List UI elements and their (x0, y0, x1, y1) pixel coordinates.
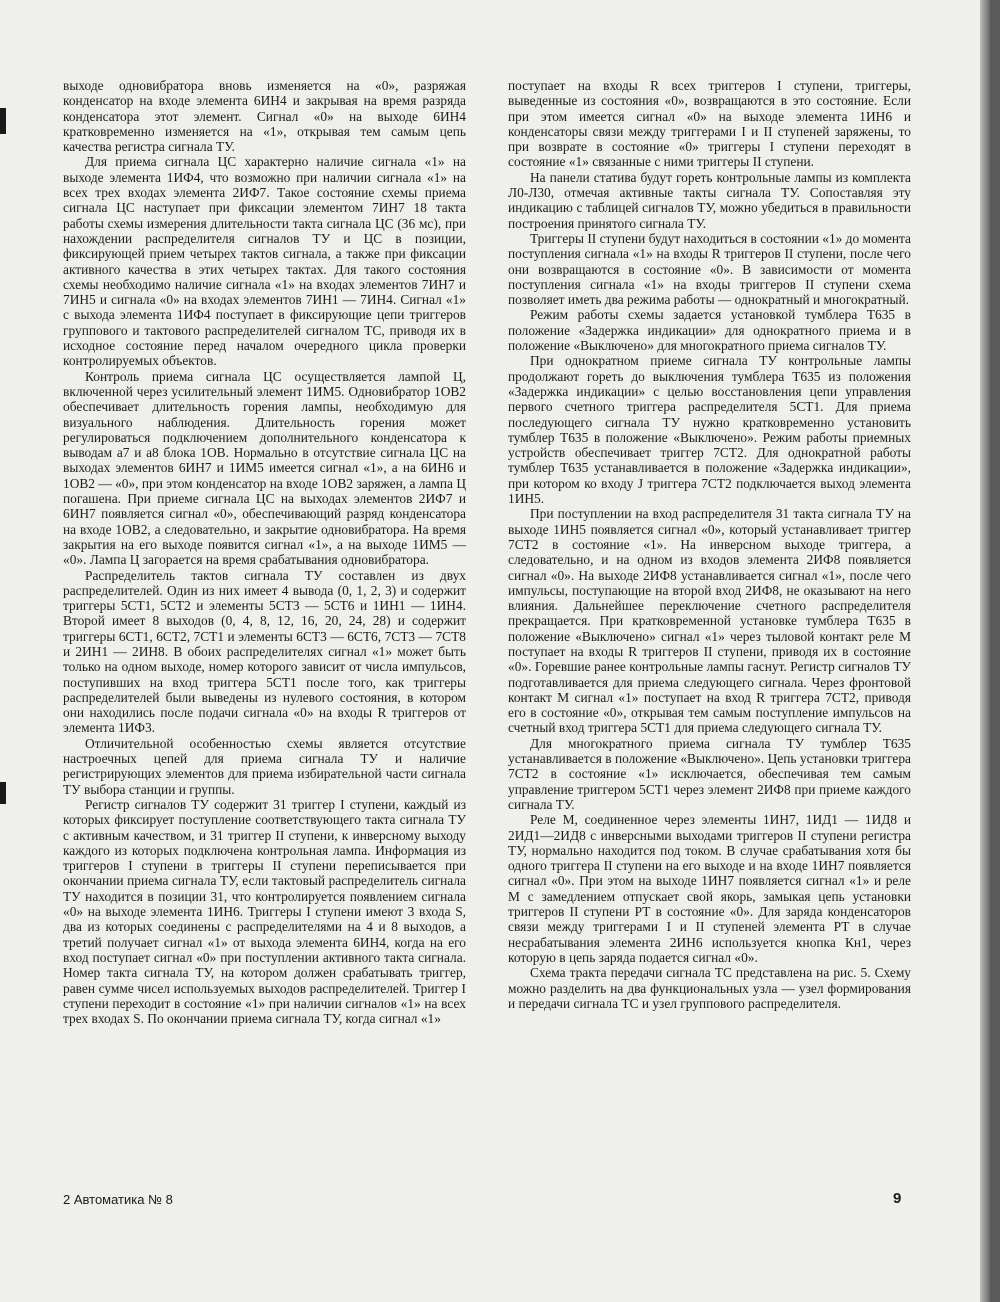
edge-mark-top (0, 108, 6, 134)
paragraph: Отличительной особенностью схемы является отсутствие настроечных цепей для приема сигнала ТУ и наличие регистрирующих элементов для приема избирательной части сигнала ТУ выбора станции и группы. (63, 735, 466, 797)
paragraph: Режим работы схемы задается установкой тумблера Т635 в положение «Задержка индикации» для однократного приема и в положение «Выключено» для многократного приема сигналов ТУ. (508, 307, 911, 354)
paragraph: поступает на входы R всех триггеров I ступени, триггеры, выведенные из состояния «0», возвращаются в это состояние. Если при этом имеется сигнал «0» на выходе элемента 1ИН6 и конденсаторы связи между триггерами I и II ступеней заряжены, то при возврате в состояние «0» триггеры I ступени переходят в состояние «1» связанные с ними триггеры II ступени. (508, 78, 911, 170)
paragraph: Для приема сигнала ЦС характерно наличие сигнала «1» на выходе элемента 1ИФ4, что возможно при наличии сигнала «1» на всех трех входах элемента 2ИФ7. Такое состояние схемы приема сигнала ЦС наступает при фиксации элементом 7ИН7 18 такта работы схемы измерения длительности такта сигнала ЦС (36 мс), при нахождении распределителя сигналов ТУ и ЦС в позиции, фиксирующей прием четырех тактов сигнала, а также при фиксации активного качества в этих четырех тактах. Для такого состояния схемы необходимо наличие сигнала «1» на входах элементов 7ИН7 и 7ИН5 и сигнала «0» на входах элементов 7ИН1 — 7ИН4. Сигнал «1» с выхода элемента 1ИФ4 поступает в фиксирующие цепи триггеров группового и тактового распределителей сигналом ТС, приводя их в исходное состояние перед началом очередного цикла проверки контролируемых объектов. (63, 154, 466, 369)
page-edge-shadow (980, 0, 990, 1302)
paragraph: Регистр сигналов ТУ содержит 31 триггер I ступени, каждый из которых фиксирует поступление соответствующего такта сигнала ТУ с активным качеством, и 31 триггер II ступени, к инверсному выходу каждого из которых подключена контрольная лампа. Информация из триггеров I ступени в триггеры II ступени переписывается при окончании приема сигнала ТУ, если тактовый распределитель сигнала ТУ находится в позиции 31, что контролируется появлением сигнала «0» на выходе элемента 1ИН6. Триггеры I ступени имеют 3 входа S, два из которых соединены с распределителями на 4 и 8 выходов, а третий получает сигнал «1» от выхода элемента 6ИН4, когда на его вход поступает сигнал «0» при поступлении активного такта сигнала. Номер такта сигнала ТУ, на котором должен срабатывать триггер, равен сумме чисел используемых выходов распределителей. Триггер I ступени переходит в состояние «1» при наличии сигналов «1» на всех трех входах S. По окончании приема сигнала ТУ, когда сигнал «1» (63, 796, 466, 1027)
paragraph: Для многократного приема сигнала ТУ тумблер Т635 устанавливается в положение «Выключено». Цепь установки триггера 7СТ2 в состояние «1» исключается, обеспечивая тем самым управление триггером 5СТ1 через элемент 2ИФ8 при приеме каждого сигнала ТУ. (508, 735, 911, 812)
paragraph: Распределитель тактов сигнала ТУ составлен из двух распределителей. Один из них имеет 4 вывода (0, 1, 2, 3) и содержит триггеры 5СТ1, 5СТ2 и элементы 5СТ3 — 5СТ6 и 1ИН1 — 1ИН4. Второй имеет 8 выходов (0, 4, 8, 12, 16, 20, 24, 28) и содержит триггеры 6СТ1, 6СТ2, 7СТ1 и элементы 6СТ3 — 6СТ6, 7СТ3 — 7СТ8 и 2ИН1 — 2ИН8. В обоих распределителях сигнал «1» может быть только на одном выходе, номер которого зависит от числа импульсов, поступивших на вход триггера 5СТ1 после того, как триггеры распределителей были выведены из нулевого состояния, в котором они находились после подачи сигнала «0» на входы R триггеров от элемента 1ИФ3. (63, 567, 466, 736)
text-column-left (63, 78, 466, 1026)
edge-mark-middle (0, 782, 6, 804)
paragraph: На панели статива будут гореть контрольные лампы из комплекта Л0-Л30, отмечая активные такты сигнала ТУ. Сопоставляя эту индикацию с таблицей сигналов ТУ, можно убедиться в правильности построения принятого сигнала ТУ. (508, 169, 911, 231)
text-column-right (508, 78, 911, 1011)
paragraph: При поступлении на вход распределителя 31 такта сигнала ТУ на выходе 1ИН5 появляется сигнал «0», который устанавливает триггер 7СТ2 в состояние «1». На инверсном выходе триггера, а следовательно, и на одном из входов элемента 2ИФ8 появляется сигнал «0». На выходе 2ИФ8 устанавливается сигнал «1», после чего импульсы, поступающие на второй вход 2ИФ8, не оказывают на него влияния. Дальнейшее переключение счетного распределителя прекращается. При кратковременной установке тумблера Т635 в положение «Выключено» сигнал «1» через тыловой контакт реле М поступает на входы R триггеров II ступени, приводя их в состояние «0». Горевшие ранее контрольные лампы гаснут. Регистр сигналов ТУ подготавливается для приема следующего сигнала. Через фронтовой контакт М сигнал «1» поступает на вход R триггера 7СТ2, приводя его в состояние «0», открывая тем самым поступление импульсов на счетный вход триггера 5СТ1 для приема следующего сигнала ТУ. (508, 506, 911, 736)
paragraph: Триггеры II ступени будут находиться в состоянии «1» до момента поступления сигнала «1» на входы R триггеров II ступени, после чего они возвращаются в состояние «0». В зависимости от момента поступления сигнала «1» на входы триггеров II ступени схема позволяет иметь два режима работы — однократный и многократный. (508, 230, 911, 308)
paragraph: Реле М, соединенное через элементы 1ИН7, 1ИД1 — 1ИД8 и 2ИД1—2ИД8 с инверсными выходами триггеров II ступени регистра ТУ, нормально находится под током. В случае срабатывания хотя бы одного триггера II ступени на его выходе и на входе 1ИН7 появляется сигнал «0». При этом на выходе 1ИН7 появляется сигнал «1» и реле М с замедлением отпускает свой якорь, замыкая цепь установки триггеров II ступени РТ в состояние «0». Для заряда конденсаторов связи между триггерами I и II ступеней элемента РТ в случае несрабатывания элемента 2ИН6 используется кнопка Кн1, через которую в цепь заряда подается сигнал «0». (508, 812, 911, 965)
page-number: 9 (893, 1190, 902, 1207)
paragraph: При однократном приеме сигнала ТУ контрольные лампы продолжают гореть до выключения тумблера Т635 из положения «Задержка индикации» с целью восстановления цепи управления первого счетного триггера распределителя 5СТ1. Для приема последующего сигнала ТУ нужно кратковременно установить тумблер Т635 в положение «Выключено». Режим работы приемных устройств обеспечивает триггер 7СТ2. Для однократной работы тумблер Т635 устанавливается в положение «Задержка индикации», при котором ко входу J триггера 7СТ2 подключается выход элемента 1ИН5. (508, 353, 911, 507)
paragraph: Контроль приема сигнала ЦС осуществляется лампой Ц, включенной через усилительный элемент 1ИМ5. Одновибратор 1ОВ2 обеспечивает длительность горения лампы, необходимую для визуального наблюдения. Длительность горения может регулироваться подключением дополнительного конденсатора к выводам а7 и а8 блока 1ОВ. Нормально в отсутствие сигнала ЦС на выходах элементов 6ИН7 и 1ИМ5 имеется сигнал «1», а на 6ИН6 и 1ОВ2 — «0», при этом конденсатор на входе 1ОВ2 заряжен, а лампа Ц погашена. При приеме сигнала ЦС на выходах элементов 2ИФ7 и 6ИН7 появляется сигнал «0», обеспечивающий разряд конденсатора на входе 1ОВ2, а следовательно, и закрытие одновибратора. На время закрытия на его выходе появится сигнал «1», а на выходе 1ИМ5 — «0». Лампа Ц загорается на время срабатывания одновибратора. (63, 368, 466, 568)
paragraph: Схема тракта передачи сигнала ТС представлена на рис. 5. Схему можно разделить на два функциональных узла — узел формирования и передачи сигнала ТС и узел группового распределителя. (508, 965, 911, 1011)
paragraph: выходе одновибратора вновь изменяется на «0», разряжая конденсатор на входе элемента 6ИН4 и закрывая на время разряда конденсатора этот элемент. Сигнал «0» на выходе 6ИН4 кратковременно изменяется на «1», открывая тем самым цепь качества регистра сигнала ТУ. (63, 78, 466, 155)
footer-signature: 2 Автоматика № 8 (63, 1192, 173, 1207)
